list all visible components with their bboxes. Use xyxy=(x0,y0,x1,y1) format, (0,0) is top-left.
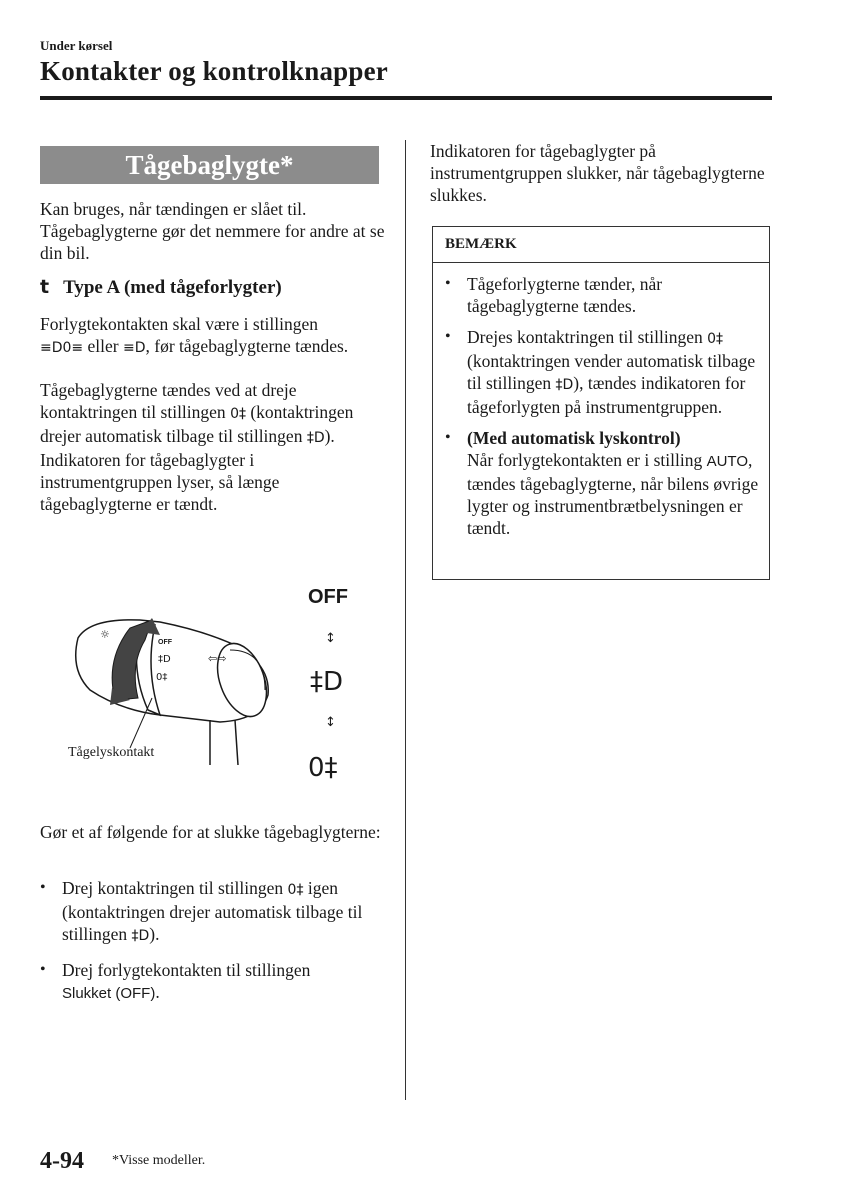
parking-light-icon: ≡D0≡ xyxy=(40,340,84,356)
auto-label: AUTO xyxy=(706,453,748,470)
text-run: (kontaktringen drejer automatisk tilbage til stillingen xyxy=(40,402,354,446)
text-run: Drej forlygtekontakten til stillingen xyxy=(62,960,311,980)
svg-text:☼: ☼ xyxy=(100,628,110,641)
switch-off-label: OFF xyxy=(158,639,172,646)
svg-text:‡D: ‡D xyxy=(158,654,171,665)
off-label: OFF xyxy=(308,586,348,608)
section-label: Under kørsel xyxy=(40,38,113,53)
text-run: Drej kontaktringen til stillingen xyxy=(62,878,288,898)
text-run: ). xyxy=(324,426,335,446)
list-item xyxy=(445,427,759,539)
text-run: eller xyxy=(83,336,123,356)
subheading-text: Type A (med tågeforlygter) xyxy=(63,277,282,298)
text-run: , tændes tågebaglygterne, når bilens øvrige lygter og instrumentbrætbelysningen er tændt. xyxy=(467,450,759,538)
headlight-icon: ≡D xyxy=(123,340,146,356)
front-fog-light-icon: ‡D xyxy=(310,667,344,697)
rear-fog-icon: 0‡ xyxy=(287,882,304,898)
up-down-arrow-icon: ↕ xyxy=(325,715,336,730)
text-run: Forlygtekontakten skal være i stillingen xyxy=(40,314,319,334)
list-item xyxy=(445,326,759,418)
section-heading: Tågebaglygte* xyxy=(40,146,379,184)
text-run: Indikatoren for tågebaglygter i instrumentgruppen lyser, så længe tågebaglygterne er tændt. xyxy=(40,450,280,514)
svg-text:0‡: 0‡ xyxy=(156,672,168,683)
text-run: igen (kontaktringen drejer automatisk tilbage til stillingen xyxy=(62,878,363,944)
text-run: . xyxy=(155,982,160,1002)
front-fog-icon: ‡D xyxy=(555,377,574,393)
subheading-marker: t xyxy=(40,276,50,298)
paragraph-turn-off: Gør et af følgende for at slukke tågebaglygterne: xyxy=(40,822,381,842)
title-rule xyxy=(40,96,772,100)
text-run: ). xyxy=(149,924,160,944)
column-divider xyxy=(405,140,406,1100)
up-down-arrow-icon: ↕ xyxy=(325,631,336,646)
page-number: 4-94 xyxy=(40,1148,84,1174)
note-list xyxy=(433,263,769,539)
text-run: Tågebaglygterne tændes ved at dreje kontaktringen til stillingen xyxy=(40,380,297,422)
intro-paragraph: Kan bruges, når tændingen er slået til. Tågebaglygterne gør det nemmere for andre at se din bil. xyxy=(40,199,385,263)
text-run: Når forlygtekontakten er i stilling xyxy=(467,450,707,470)
text-run: , før tågebaglygterne tændes. xyxy=(145,336,349,356)
note-title: BEMÆRK xyxy=(433,227,769,263)
text-run: ), tændes indikatoren for tågeforlygten på instrumentgruppen. xyxy=(467,373,746,417)
rear-fog-icon: 0‡ xyxy=(707,331,724,347)
text-run: (Med automatisk lyskontrol) xyxy=(467,428,681,448)
paragraph-headlight-position xyxy=(40,313,390,359)
page-title: Kontakter og kontrolknapper xyxy=(40,56,388,86)
paragraph-turn-on xyxy=(40,379,390,515)
off-position-label: Slukket (OFF) xyxy=(62,985,156,1002)
note-box xyxy=(432,226,770,580)
text-run: (kontaktringen vender automatisk tilbage til stillingen xyxy=(467,351,756,393)
indicator-paragraph: Indikatoren for tågebaglygter på instrumentgruppen slukker, når tågebaglygterne slukkes. xyxy=(430,141,765,205)
turn-off-list xyxy=(40,877,390,1017)
list-item xyxy=(40,959,390,1005)
front-fog-icon: ‡D xyxy=(306,430,325,446)
list-item xyxy=(40,877,390,947)
rear-fog-icon: 0‡ xyxy=(230,406,246,422)
front-fog-icon: ‡D xyxy=(131,928,150,944)
footnote: *Visse modeller. xyxy=(112,1153,206,1168)
svg-text:⇦⇨: ⇦⇨ xyxy=(208,652,227,665)
subheading xyxy=(40,276,282,299)
text-run: Drejes kontaktringen til stillingen xyxy=(467,327,708,347)
rear-fog-light-icon: 0‡ xyxy=(308,753,338,783)
list-item: • Tågeforlygterne tænder, når tågebaglygterne tændes. xyxy=(445,273,759,317)
figure-caption: Tågelyskontakt xyxy=(68,745,155,760)
